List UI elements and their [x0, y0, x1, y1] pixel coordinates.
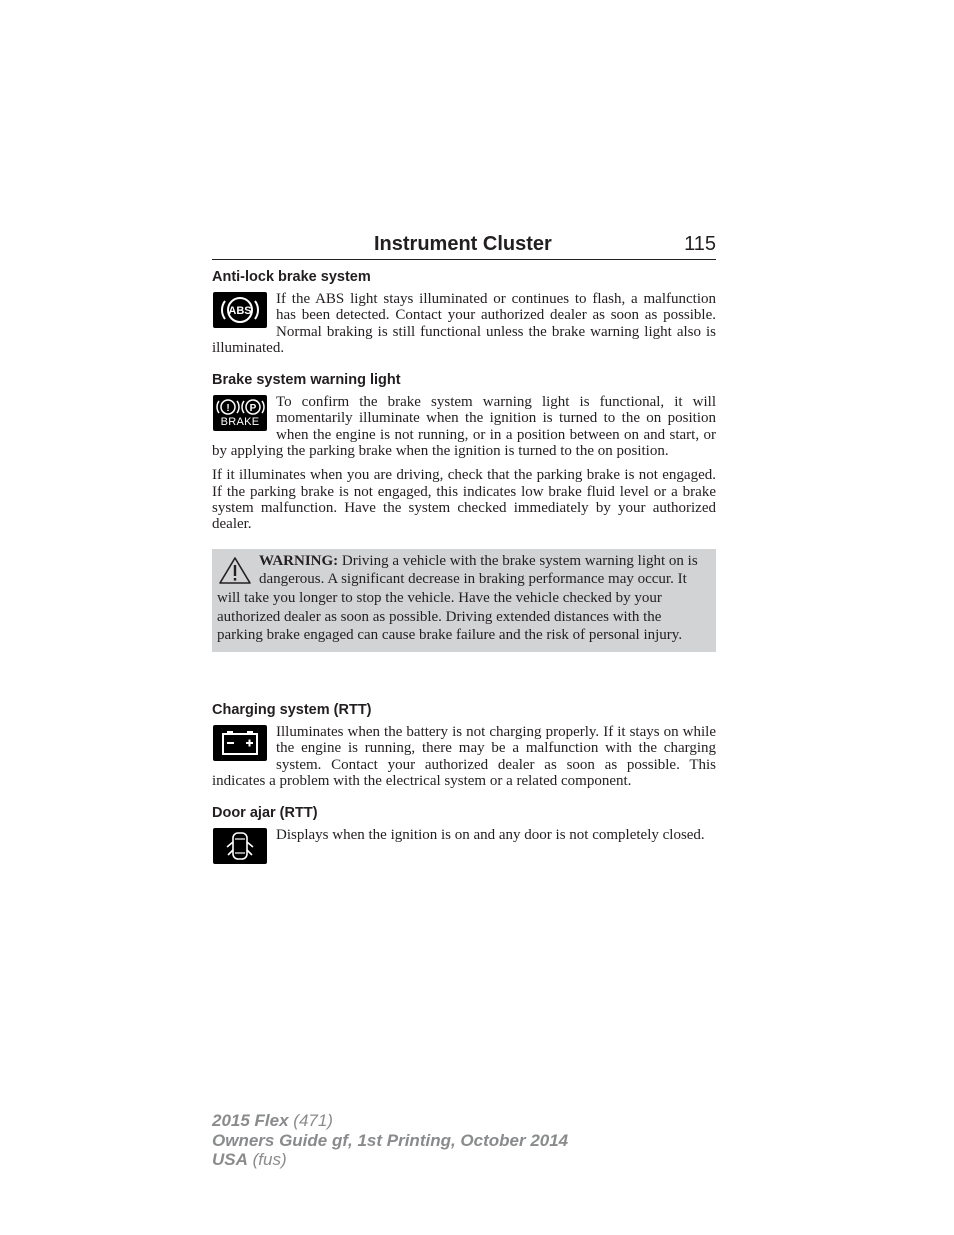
section-heading: Brake system warning light: [212, 372, 401, 389]
page-title: Instrument Cluster: [374, 233, 552, 255]
svg-text:P: P: [249, 403, 257, 415]
section-charging: [212, 701, 716, 789]
charging-paragraph: Illuminates when the battery is not charging properly. If it stays on while the engine is running, there may be a malfunction with the charging system. Contact your authorized dealer as soon as possible. This indicates a problem with the electrical system or a related component.: [212, 724, 716, 789]
door-ajar-icon: [213, 828, 267, 864]
warning-text: [217, 552, 711, 646]
battery-icon: [213, 725, 267, 761]
door-ajar-paragraph: Displays when the ignition is on and any door is not completely closed.: [276, 827, 705, 844]
section-text: [212, 724, 716, 789]
page-header: [212, 228, 716, 260]
section-text: [212, 827, 716, 843]
abs-paragraph: If the ABS light stays illuminated or continues to flash, a malfunction has been detected. Contact your authorized dealer as soon as possible. Normal braking is still functional unless the brake warning light also is illuminated.: [212, 291, 716, 356]
section-door-ajar: [212, 804, 716, 866]
warning-body: Driving a vehicle with the brake system warning light on is dangerous. A significant decrease in braking performance may occur. It will take you longer to stop the vehicle. Have the vehicle checked by your authorized dealer as soon as possible. Driving extended distances with the parking brake engaged can cause brake failure and the risk of personal injury.: [217, 552, 698, 644]
section-abs: [212, 268, 716, 356]
brake-icon-label: BRAKE: [220, 415, 260, 428]
warning-label: WARNING:: [259, 552, 339, 569]
abs-icon-label: ABS: [228, 305, 252, 317]
footer-model: 2015 Flex (471): [212, 1111, 333, 1130]
section-text: [212, 394, 716, 459]
svg-text:!: !: [226, 403, 230, 415]
footer-guide: Owners Guide gf, 1st Printing, October 2014: [212, 1130, 569, 1150]
warning-triangle-icon: [217, 555, 253, 585]
section-heading: Anti-lock brake system: [212, 269, 371, 285]
page-footer: [212, 1111, 568, 1170]
brake-paragraph-2: If it illuminates when you are driving, check that the parking brake is not engaged. If the parking brake is not engaged, this indicates low brake fluid level or a brake system malfunction. Have the system checked immediately by your authorized dealer.: [212, 467, 716, 533]
section-heading: Door ajar (RTT): [212, 805, 318, 822]
footer-region: USA (fus): [212, 1150, 287, 1169]
brake-paragraph-1: To confirm the brake system warning light is functional, it will momentarily illuminate when the ignition is turned to the on position when the engine is not running, or in a position between on and start, or by applying the parking brake when the ignition is turned to the on position.: [212, 394, 716, 460]
page-number: 115: [684, 233, 716, 255]
abs-icon: [213, 292, 267, 328]
brake-warning-icon: [213, 395, 267, 431]
manual-page: [212, 228, 716, 866]
section-text: [212, 291, 716, 356]
warning-box: [212, 549, 716, 653]
section-brake: [212, 371, 716, 532]
section-heading: Charging system (RTT): [212, 702, 372, 719]
